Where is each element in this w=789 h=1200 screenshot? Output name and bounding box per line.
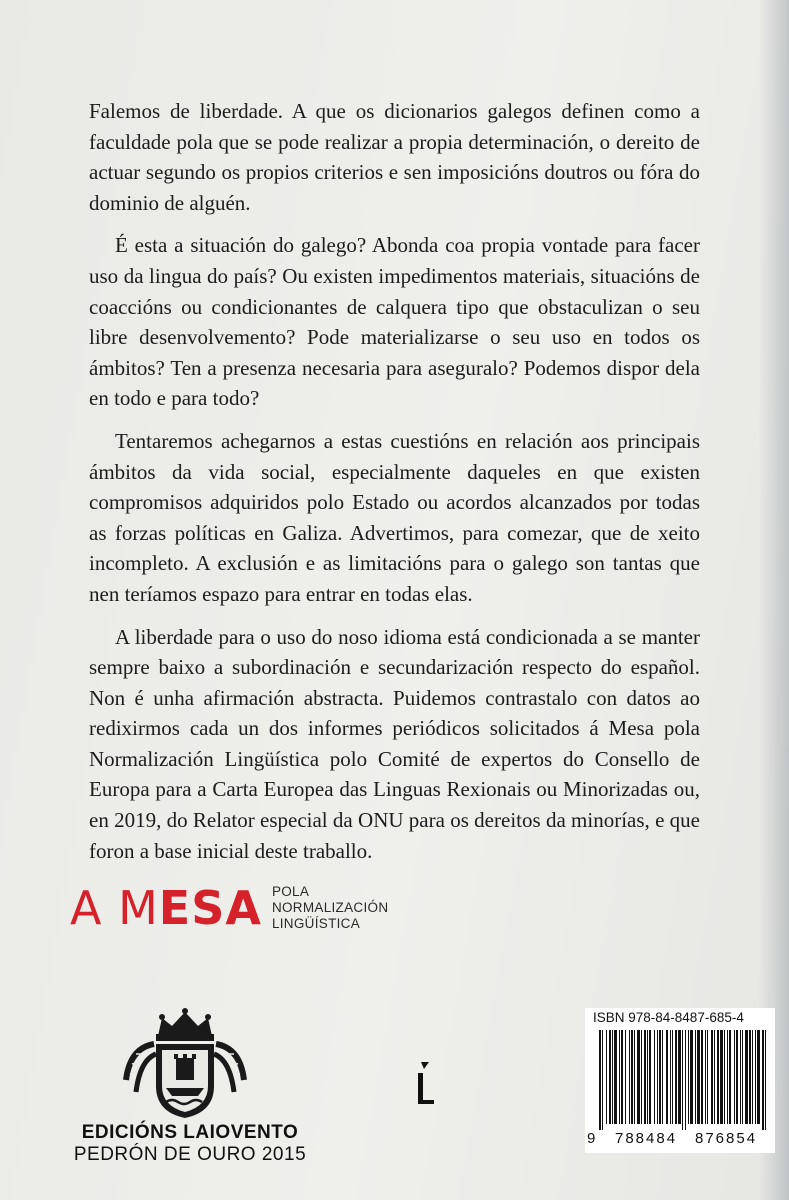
paragraph-3: Tentaremos achegarnos a estas cuestións en relación aos principais ámbitos da vida social, especialmente daqueles en que existen compromisos adquiridos polo Estado ou acordos alcanzados por todas as forzas políticas en Galiza. Advertimos, para comezar, que de xeito incompleto. A exclusión e as limitacións para o galego son tantas que nen teríamos espazo para entrar en todas elas. xyxy=(89,428,700,606)
a-mesa-wordmark xyxy=(70,878,262,938)
barcode-bar xyxy=(662,1030,663,1124)
barcode-bar xyxy=(647,1030,648,1124)
barcode-bar xyxy=(629,1030,630,1124)
paragraph-1: Falemos de liberdade. A que os dicionarios galegos definen como a faculdade pola que se pode realizar a propia determinación, o dereito de actuar segundo os propios criterios e sen imposicións doutros ou fóra do dominio de alguén. xyxy=(89,99,700,215)
barcode-bar xyxy=(657,1030,658,1124)
a-mesa-subtitle xyxy=(272,884,388,932)
barcode-bar xyxy=(672,1030,673,1124)
coat-of-arms-seal-icon xyxy=(120,1008,250,1120)
paragraph-2: É esta a situación do galego? Abonda coa propia vontade para facer uso da lingua do país? Ou existen impedimentos materiais, situacións de coaccións ou condicionantes de calquera tipo que obstaculizan o seu libre desenvolvemento? Pode materializarse o seu uso en todos os ámbitos? Ten a presenza necesaria para aseguralo? Podemos dispor dela en todo e para todo? xyxy=(89,233,700,411)
wordmark-e: E xyxy=(158,881,192,935)
barcode-bar xyxy=(609,1030,611,1124)
barcode-bar xyxy=(678,1030,681,1124)
barcode-bar xyxy=(685,1030,686,1130)
barcode-bar xyxy=(602,1030,603,1130)
isbn-label: ISBN 978-84-8487-685-4 xyxy=(593,1010,744,1025)
barcode-group-1: 788484 xyxy=(615,1130,678,1147)
barcode-bar xyxy=(675,1030,677,1124)
barcode-bar xyxy=(729,1030,731,1124)
publisher-name: EDICIÓNS LAIOVENTO xyxy=(81,1122,299,1143)
barcode-bar xyxy=(736,1030,738,1124)
a-mesa-logo xyxy=(70,878,388,938)
barcode-bar xyxy=(641,1030,642,1124)
barcode-bar xyxy=(742,1030,743,1124)
subtitle-line-2: NORMALIZACIÓN xyxy=(271,900,389,915)
barcode-bar xyxy=(612,1030,613,1124)
barcode-bar xyxy=(682,1030,683,1130)
paragraph-4: A liberdade para o uso do noso idioma está condicionada a se manter sempre baixo a subordinación e secundarización respecto do español. Non é unha afirmación abstracta. Puidemos contrastalo con datos ao redixirmos cada un dos informes periódicos solicitados á Mesa pola Normalización Lingüística polo Comité de expertos do Consello de Europa para a Carta Europea das Linguas Rexionais ou Minorizadas ou, en 2019, do Relator especial da ONU para os dereitos da minorías, e que foron a base inicial deste traballo. xyxy=(89,624,700,863)
barcode-bar xyxy=(690,1030,693,1124)
barcode-bars xyxy=(585,1030,775,1130)
isbn-barcode xyxy=(585,1008,775,1153)
barcode-bar xyxy=(724,1030,725,1124)
barcode-bar xyxy=(740,1030,741,1124)
barcode-bar xyxy=(621,1030,623,1124)
barcode-bar xyxy=(695,1030,696,1124)
barcode-bar xyxy=(697,1030,700,1124)
barcode-bar xyxy=(688,1030,689,1124)
barcode-bar xyxy=(707,1030,708,1124)
barcode-bar xyxy=(752,1030,753,1124)
barcode-bar xyxy=(717,1030,719,1124)
barcode-bar xyxy=(637,1030,640,1124)
barcode-bar xyxy=(765,1030,766,1130)
subtitle-line-1: POLA xyxy=(271,884,310,899)
back-cover-text xyxy=(89,96,700,878)
publisher-block xyxy=(60,1122,320,1166)
barcode-bar xyxy=(654,1030,655,1124)
barcode-bar xyxy=(634,1030,635,1124)
barcode-bar xyxy=(749,1030,751,1124)
barcode-bar xyxy=(755,1030,756,1124)
barcode-bar xyxy=(705,1030,706,1124)
barcode-bar xyxy=(659,1030,661,1124)
barcode-lead-digit: 9 xyxy=(587,1130,596,1147)
barcode-bar xyxy=(720,1030,723,1124)
barcode-bar xyxy=(599,1030,601,1130)
publisher-award: PEDRÓN DE OURO 2015 xyxy=(73,1144,307,1165)
barcode-bar xyxy=(625,1030,626,1124)
barcode-bar xyxy=(614,1030,617,1124)
barcode-bar xyxy=(745,1030,748,1124)
barcode-bar xyxy=(727,1030,728,1124)
barcode-bar xyxy=(714,1030,715,1124)
barcode-bar xyxy=(619,1030,620,1124)
barcode-bar xyxy=(644,1030,646,1124)
barcode-bar xyxy=(701,1030,703,1124)
barcode-group-2: 876854 xyxy=(695,1130,758,1147)
barcode-bar xyxy=(734,1030,735,1124)
wordmark-prefix: A M xyxy=(70,881,159,935)
barcode-bar xyxy=(762,1030,764,1130)
barcode-bar xyxy=(757,1030,760,1124)
barcode-bar xyxy=(649,1030,651,1124)
barcode-bar xyxy=(666,1030,668,1124)
laiovento-l-mark-icon xyxy=(413,1060,437,1108)
barcode-bar xyxy=(670,1030,671,1124)
wordmark-suffix: SA xyxy=(191,881,262,935)
barcode-bar xyxy=(631,1030,633,1124)
barcode-bar xyxy=(606,1030,607,1124)
barcode-bar xyxy=(711,1030,713,1124)
subtitle-line-3: LINGÜÍSTICA xyxy=(271,916,361,931)
